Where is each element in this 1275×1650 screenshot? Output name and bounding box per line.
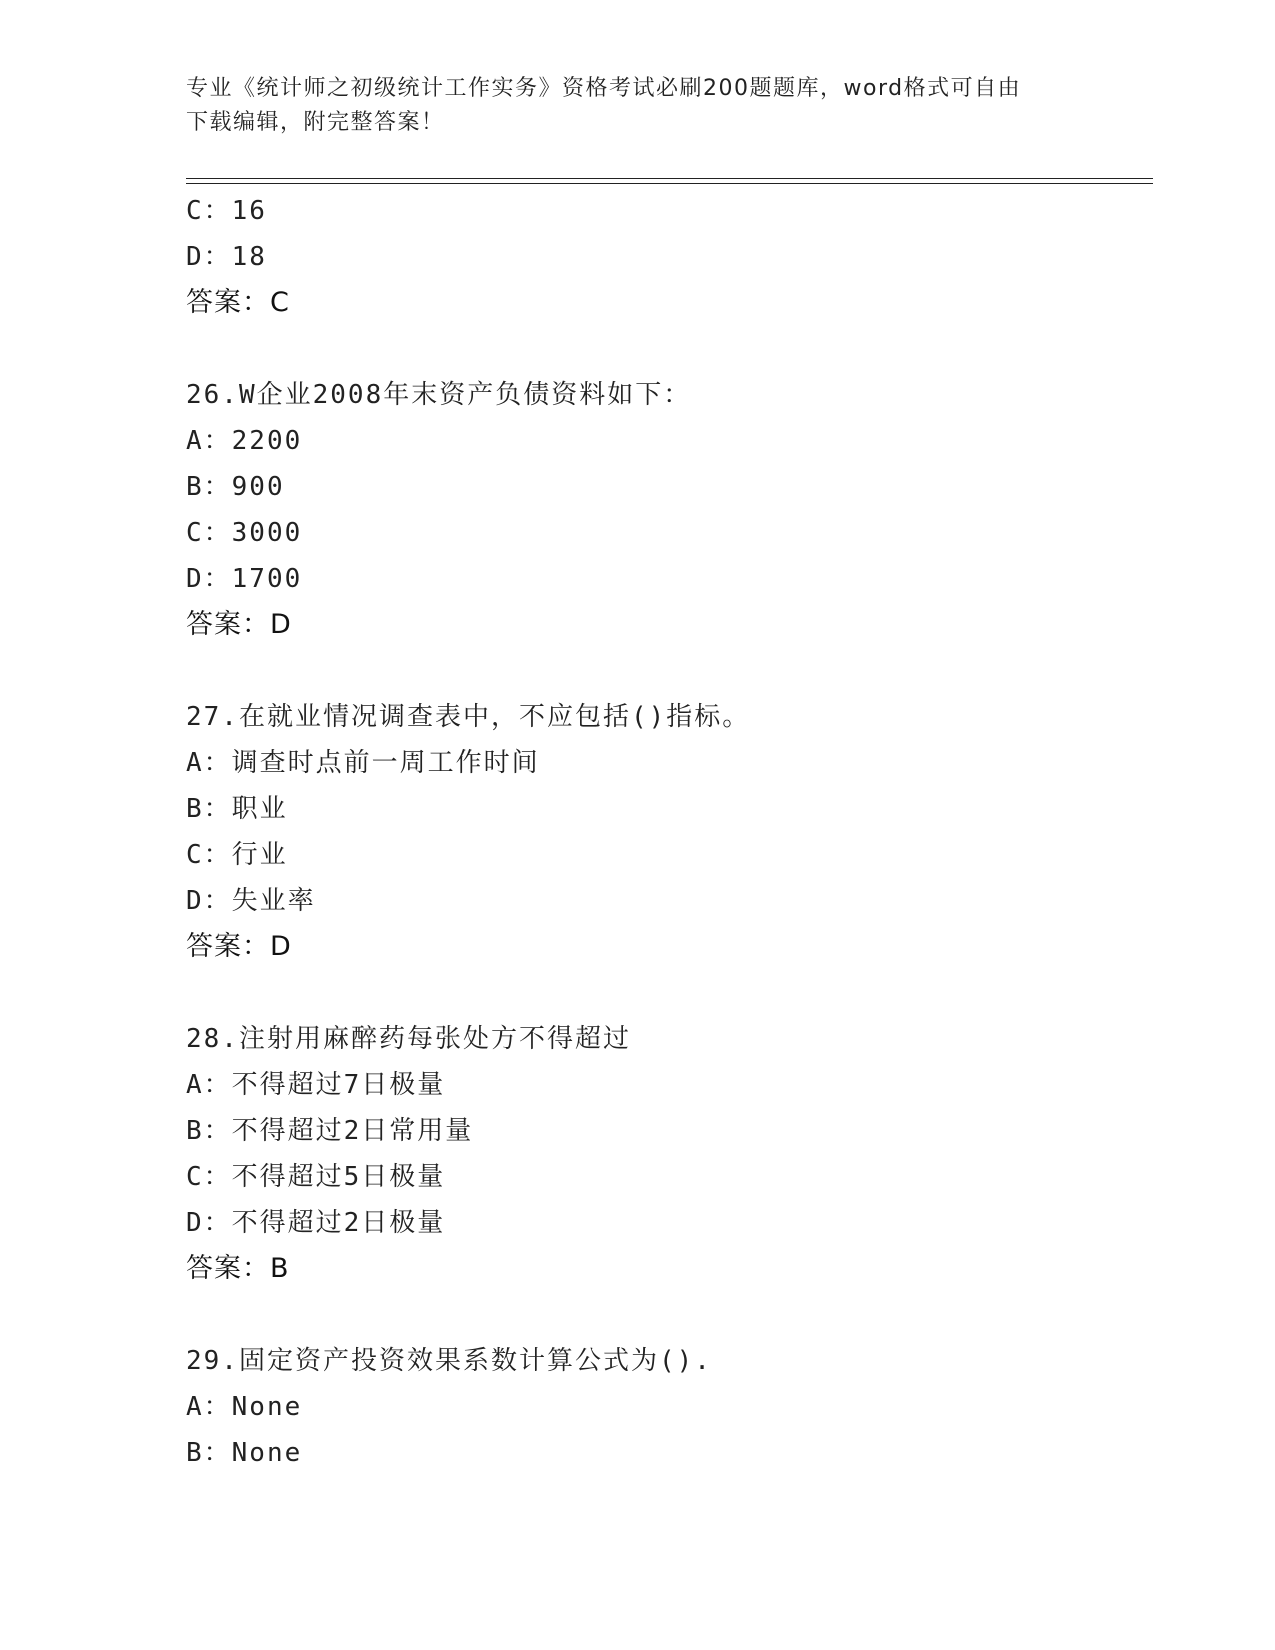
header-rule-top [186,178,1153,179]
answer-label: 答案：B [186,1253,290,1284]
option-c: C：3000 [186,518,303,548]
question-list [186,188,1146,1476]
spacer [186,970,1146,1016]
option-c: C：不得超过5日极量 [186,1162,446,1192]
option-b: B：不得超过2日常用量 [186,1116,474,1146]
document-header [186,72,1086,140]
question-title: 26.W企业2008年末资产负债资料如下： [186,380,692,410]
option-b: B：职业 [186,794,288,824]
option-d: D：18 [186,242,267,272]
option-d: D：失业率 [186,886,316,916]
option-c: C：行业 [186,840,288,870]
option-b: B：None [186,1438,303,1468]
answer-label: 答案：D [186,931,292,962]
question-26 [186,372,1146,648]
option-a: A：调查时点前一周工作时间 [186,748,540,778]
header-line-2: 下载编辑，附完整答案！ [186,110,445,135]
option-b: B：900 [186,472,285,502]
option-d: D：不得超过2日极量 [186,1208,446,1238]
spacer [186,648,1146,694]
answer-label: 答案：D [186,609,292,640]
option-a: A：不得超过7日极量 [186,1070,446,1100]
option-c: C：16 [186,196,267,226]
question-title: 29.固定资产投资效果系数计算公式为(). [186,1346,712,1376]
option-a: A：None [186,1392,303,1422]
header-rule-bottom [186,183,1153,184]
option-d: D：1700 [186,564,303,594]
answer-label: 答案：C [186,287,290,318]
spacer [186,1292,1146,1338]
question-29 [186,1338,1146,1476]
question-title: 27.在就业情况调查表中，不应包括()指标。 [186,702,751,732]
question-title: 28.注射用麻醉药每张处方不得超过 [186,1024,631,1054]
header-line-1: 专业《统计师之初级统计工作实务》资格考试必刷200题题库，word格式可自由 [186,76,1022,101]
question-27 [186,694,1146,970]
spacer [186,326,1146,372]
question-28 [186,1016,1146,1292]
option-a: A：2200 [186,426,303,456]
